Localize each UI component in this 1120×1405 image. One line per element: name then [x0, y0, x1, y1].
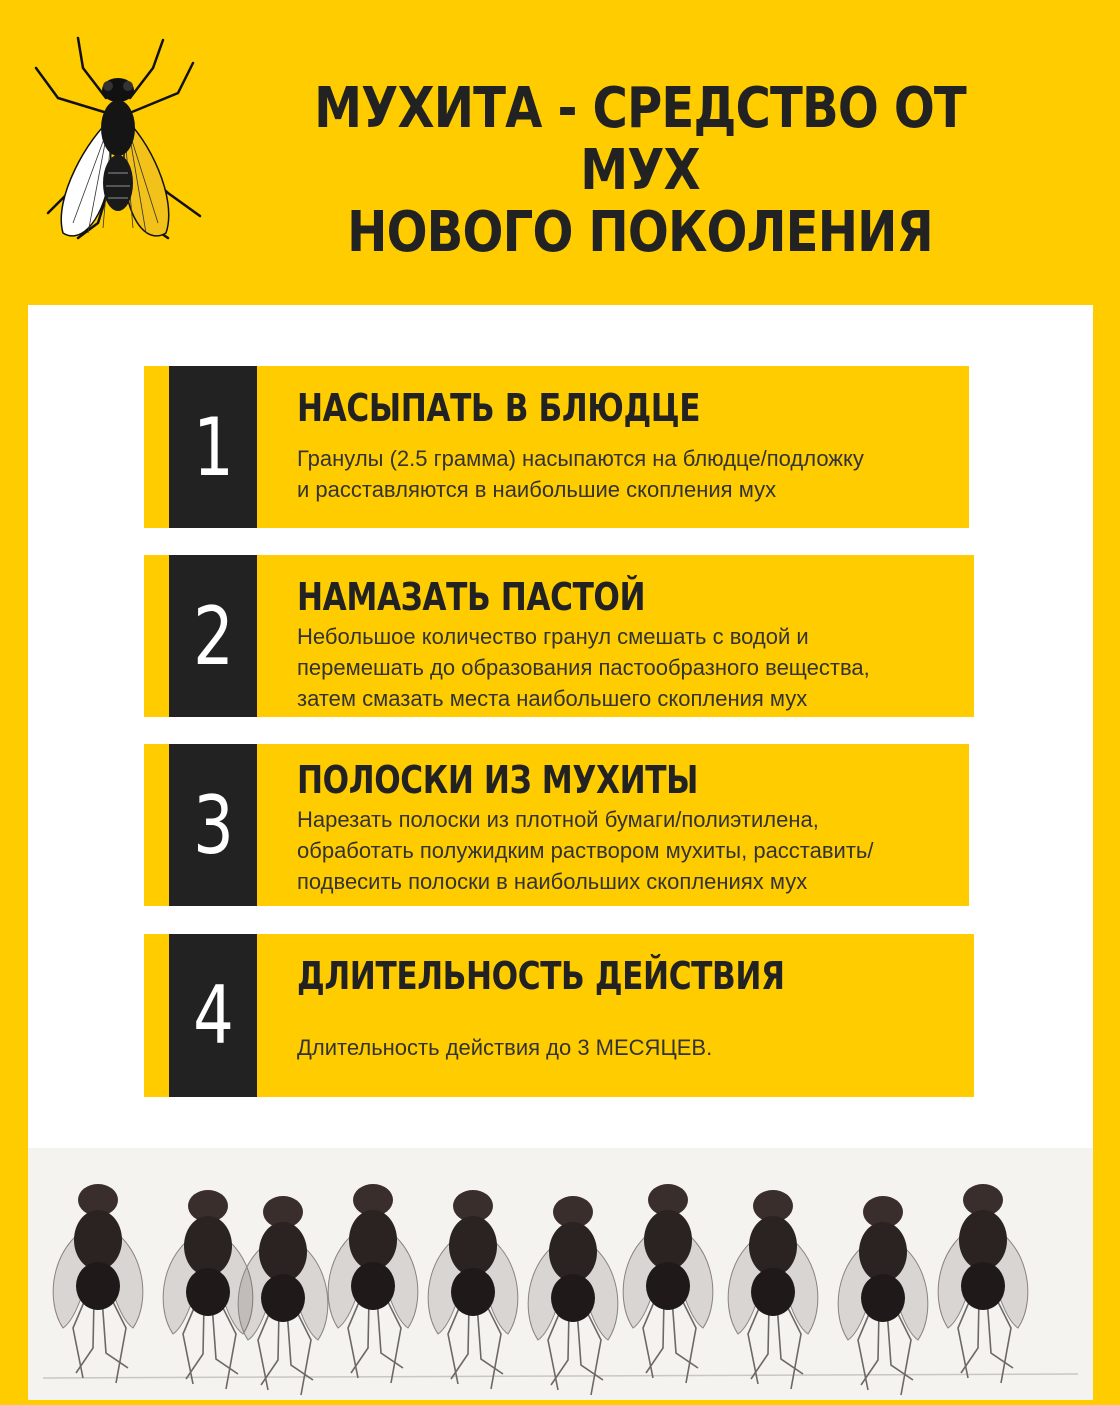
step-card-2 — [144, 555, 974, 717]
step-title-4: ДЛИТЕЛЬНОСТЬ ДЕЙСТВИЯ — [297, 954, 785, 998]
fly-specimen — [53, 1184, 143, 1383]
step-card-3 — [144, 744, 969, 906]
fly-specimen — [528, 1196, 618, 1395]
step-card-4 — [144, 934, 974, 1097]
fly-specimen — [938, 1184, 1028, 1383]
step-text-4 — [297, 1032, 987, 1063]
page-title-line-1: МУХИТА - СРЕДСТВО ОТ МУХ — [314, 76, 966, 203]
fly-specimen — [238, 1196, 328, 1395]
page-title-line-2: НОВОГО ПОКОЛЕНИЯ — [347, 200, 933, 265]
step-text-3-line-2: обработать полужидким раствором мухиты, расставить/ — [297, 838, 874, 863]
step-text-3 — [297, 804, 967, 897]
dead-flies-photo — [28, 1148, 1093, 1400]
step-title-2: НАМАЗАТЬ ПАСТОЙ — [297, 575, 646, 619]
step-text-3-line-1: Нарезать полоски из плотной бумаги/полиэтилена, — [297, 807, 819, 832]
step-text-1-line-2: и расставляются в наибольшие скопления мух — [297, 477, 777, 502]
fly-specimen — [623, 1184, 713, 1383]
step-text-1 — [297, 443, 987, 505]
fly-specimen — [728, 1190, 818, 1389]
step-text-1-line-1: Гранулы (2.5 грамма) насыпаются на блюдце/подложку — [297, 446, 864, 471]
step-text-2-line-2: перемешать до образования пастообразного вещества, — [297, 655, 870, 680]
step-number-1: 1 — [169, 366, 257, 528]
step-text-2-line-3: затем смазать места наибольшего скопления мух — [297, 686, 808, 711]
fly-specimen — [838, 1196, 928, 1395]
step-number-4: 4 — [169, 934, 257, 1097]
step-text-2-line-1: Небольшое количество гранул смешать с водой и — [297, 624, 809, 649]
header — [0, 0, 1120, 300]
step-card-1 — [144, 366, 969, 528]
flies-illustration — [28, 1148, 1093, 1400]
step-number-2: 2 — [169, 555, 257, 717]
page-title — [283, 78, 997, 264]
step-title-1: НАСЫПАТЬ В БЛЮДЦЕ — [297, 386, 701, 430]
step-title-3: ПОЛОСКИ ИЗ МУХИТЫ — [297, 758, 698, 802]
fly-specimen — [428, 1190, 518, 1389]
fly-icon — [28, 28, 208, 248]
step-text-4-line-1: Длительность действия до 3 МЕСЯЦЕВ. — [297, 1035, 713, 1060]
step-text-3-line-3: подвесить полоски в наибольших скоплениях мух — [297, 869, 808, 894]
step-number-3: 3 — [169, 744, 257, 906]
fly-specimen — [328, 1184, 418, 1383]
step-text-2 — [297, 621, 967, 714]
